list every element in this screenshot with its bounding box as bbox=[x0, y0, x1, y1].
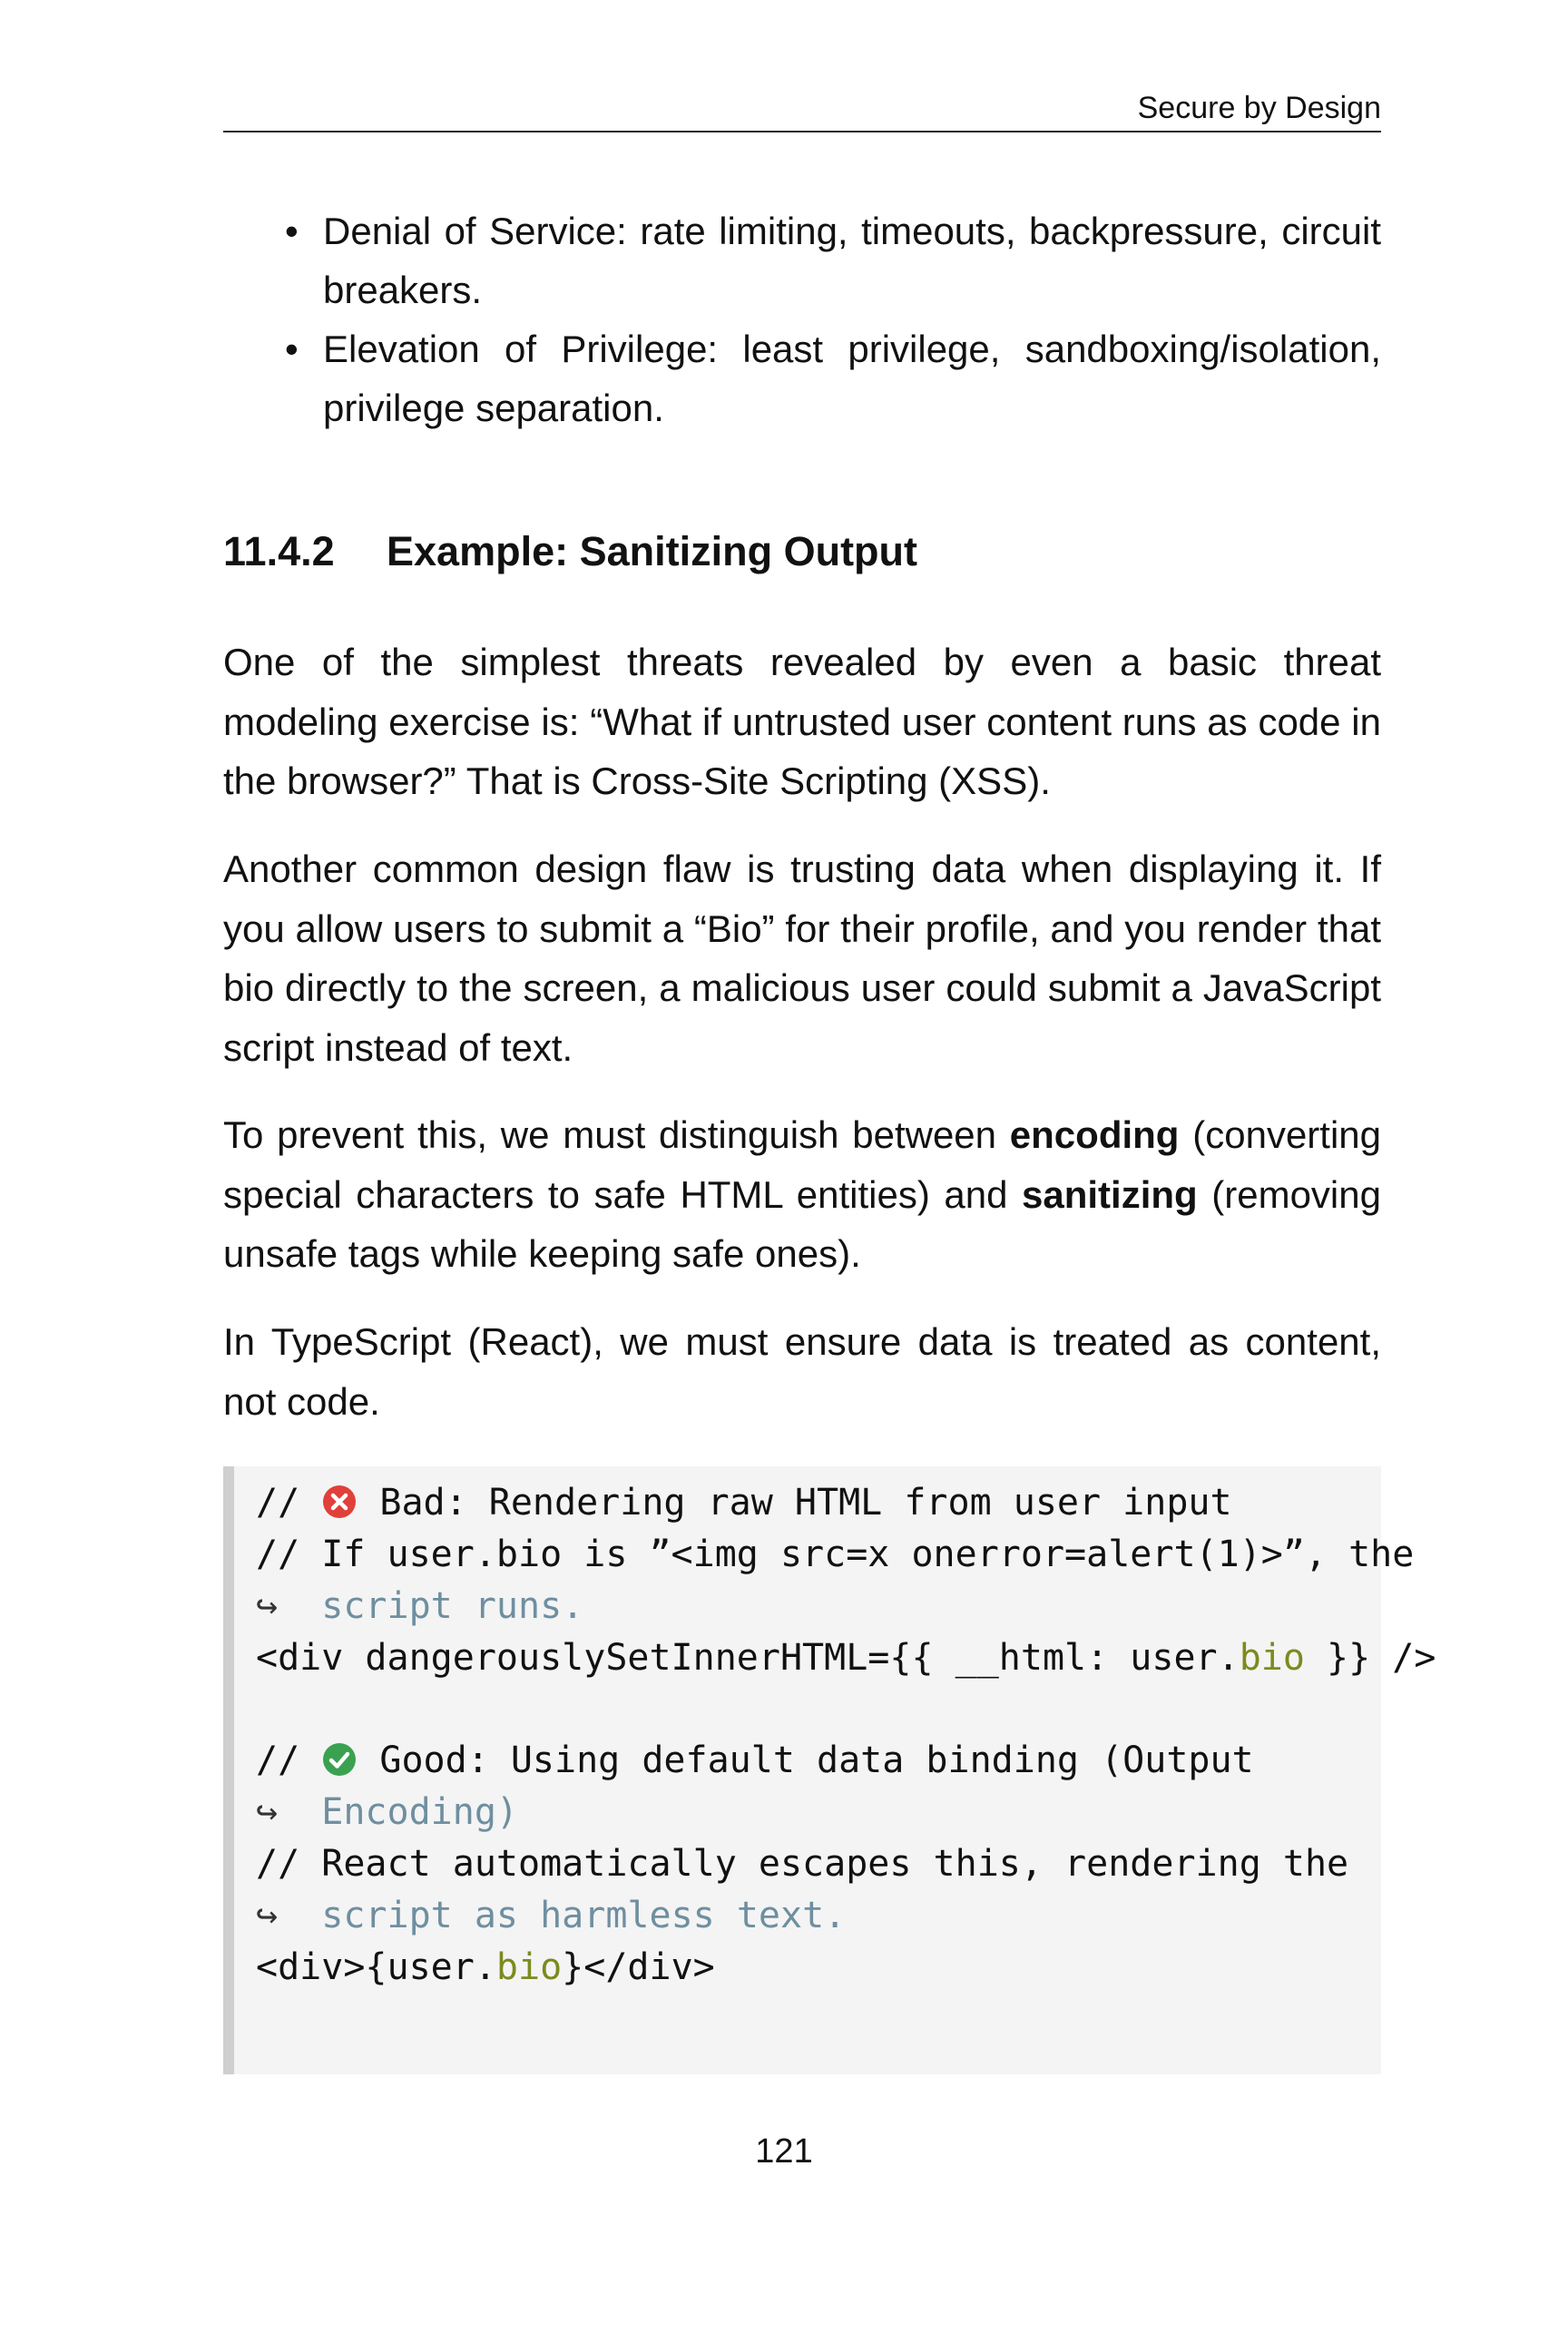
x-circle-icon bbox=[321, 1484, 358, 1520]
list-item bbox=[223, 201, 1381, 319]
paragraph-text: To prevent this, we must distinguish between bbox=[223, 1113, 1010, 1156]
running-header-title: Secure by Design bbox=[1137, 91, 1381, 125]
list-item bbox=[223, 319, 1381, 437]
code-property: bio bbox=[495, 1946, 563, 1988]
code-block bbox=[223, 1466, 1436, 2074]
check-circle-icon bbox=[321, 1741, 358, 1778]
section-number: 11.4.2 bbox=[223, 528, 335, 574]
paragraph-typescript: In TypeScript (React), we must ensure data is treated as content, not code. bbox=[223, 1320, 1381, 1423]
code-comment: Encoding) bbox=[321, 1791, 519, 1833]
code-line bbox=[256, 1632, 1436, 1684]
code-comment: script as harmless text. bbox=[321, 1895, 847, 1936]
code-text: <div dangerouslySetInnerHTML={{ __html: user. bbox=[256, 1637, 1240, 1679]
continuation-marker: ↪ bbox=[256, 1895, 279, 1936]
code-line bbox=[256, 1581, 583, 1632]
paragraph-text: (converting special characters to safe HTML entities) and bbox=[223, 1113, 1381, 1216]
list-item-text: Denial of Service: rate limiting, timeouts, backpressure, circuit breakers. bbox=[323, 210, 1381, 311]
code-text: }} /> bbox=[1304, 1637, 1436, 1679]
term-sanitizing: sanitizing bbox=[1022, 1172, 1198, 1216]
code-line bbox=[256, 1890, 846, 1942]
code-line bbox=[256, 1735, 1254, 1787]
code-text: }</div> bbox=[562, 1946, 715, 1988]
comment-prefix: // bbox=[256, 1482, 300, 1524]
code-text: <div>{user. bbox=[256, 1946, 496, 1988]
code-line bbox=[256, 1477, 1232, 1529]
code-comment: script runs. bbox=[321, 1585, 584, 1627]
section-title: Example: Sanitizing Output bbox=[387, 528, 918, 574]
paragraph-encoding-sanitizing bbox=[223, 1105, 1381, 1284]
code-line: // React automatically escapes this, rendering the bbox=[256, 1843, 1349, 1885]
code-comment: Good: Using default data binding (Output bbox=[379, 1740, 1254, 1781]
code-property: bio bbox=[1239, 1637, 1305, 1679]
continuation-marker: ↪ bbox=[256, 1585, 279, 1627]
continuation-marker: ↪ bbox=[256, 1791, 279, 1833]
bullet-marker: • bbox=[285, 328, 299, 370]
code-line: // If user.bio is ”<img src=x onerror=alert(1)>”, the bbox=[256, 1534, 1415, 1575]
code-comment: Bad: Rendering raw HTML from user input bbox=[379, 1482, 1232, 1524]
section-heading bbox=[223, 524, 917, 579]
bullet-list bbox=[223, 201, 1381, 437]
paragraph-text: (removing unsafe tags while keeping safe ones). bbox=[223, 1172, 1381, 1275]
bullet-marker: • bbox=[285, 210, 299, 252]
paragraph-design-flaw: Another common design flaw is trusting data when displaying it. If you allow users to submit a “Bio” for their profile, and you render that bio directly to the screen, a malicious user could submit a JavaScript script instead of text. bbox=[223, 848, 1381, 1069]
term-encoding: encoding bbox=[1009, 1113, 1180, 1156]
code-line bbox=[256, 1787, 518, 1838]
running-header bbox=[223, 87, 1381, 132]
paragraph-xss-intro: One of the simplest threats revealed by even a basic threat modeling exercise is: “What if untrusted user content runs as code in the browser?” That is Cross-Site Scripting (XSS). bbox=[223, 641, 1381, 802]
list-item-text: Elevation of Privilege: least privilege, sandboxing/isolation, privilege separation. bbox=[323, 328, 1381, 429]
code-line bbox=[256, 1942, 715, 1994]
comment-prefix: // bbox=[256, 1740, 300, 1781]
page-number: 121 bbox=[755, 2132, 813, 2171]
